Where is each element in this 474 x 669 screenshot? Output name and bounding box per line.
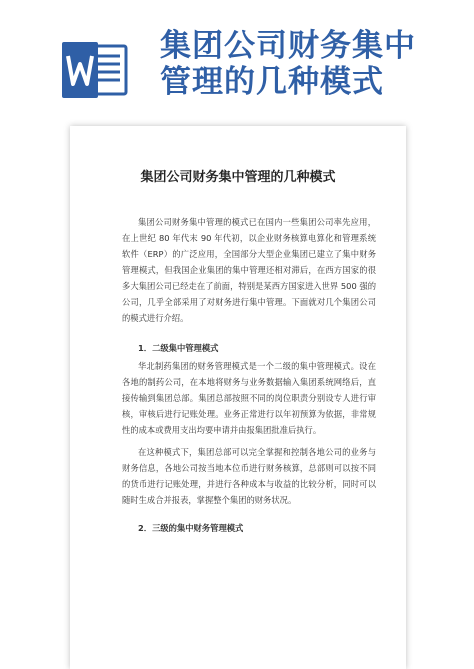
- paragraph-section-1-cont: 在这种模式下，集团总部可以完全掌握和控制各地公司的业务与财务信息，各地公司按当地本位币进行财务核算，总部则可以按不同的货币进行记账处理，并进行各种成本与收益的比较分析，同时可以随时生成合并报表，掌握整个集团的财务状况。: [122, 447, 376, 505]
- paragraph-section-1: 华北制药集团的财务管理模式是一个二级的集中管理模式。设在各地的制药公司，在本地将财务与业务数据输入集团系统网络后，直接传输到集团总部。集团总部按照不同的岗位职责分别设专人进行审核，审核后进行记账处理。业务正常进行以年初预算为依据，非常规性的成本或费用支出均要申请并由报集团批准后执行。: [122, 361, 376, 435]
- header-banner: [0, 0, 474, 120]
- banner-title: [160, 28, 460, 100]
- document-page: [70, 126, 406, 669]
- section-heading-2: 2．三级的集中财务管理模式: [138, 523, 244, 533]
- paragraph-intro: 集团公司财务集中管理的模式已在国内一些集团公司率先应用，在上世纪 80 年代末 90 年代初，以企业财务核算电算化和管理系统软件（ERP）的广泛应用，全国部分大型企业集团已建立了集中财务管理模式，但我国企业集团的集中管理还相对滞后，在西方国家的很多大集团公司已经走在了前面，特别是某西方国家进入世界 500 强的公司，几乎全部采用了对财务进行集中管理。下面就对几个集团公司的模式进行介绍。: [122, 217, 376, 323]
- document-title: 集团公司财务集中管理的几种模式: [140, 170, 336, 185]
- section-heading-1: 1．二级集中管理模式: [138, 343, 219, 353]
- word-document-icon: [62, 42, 128, 98]
- banner-title-line1: 集团公司财务集中: [160, 28, 416, 64]
- banner-title-line2: 管理的几种模式: [160, 64, 384, 100]
